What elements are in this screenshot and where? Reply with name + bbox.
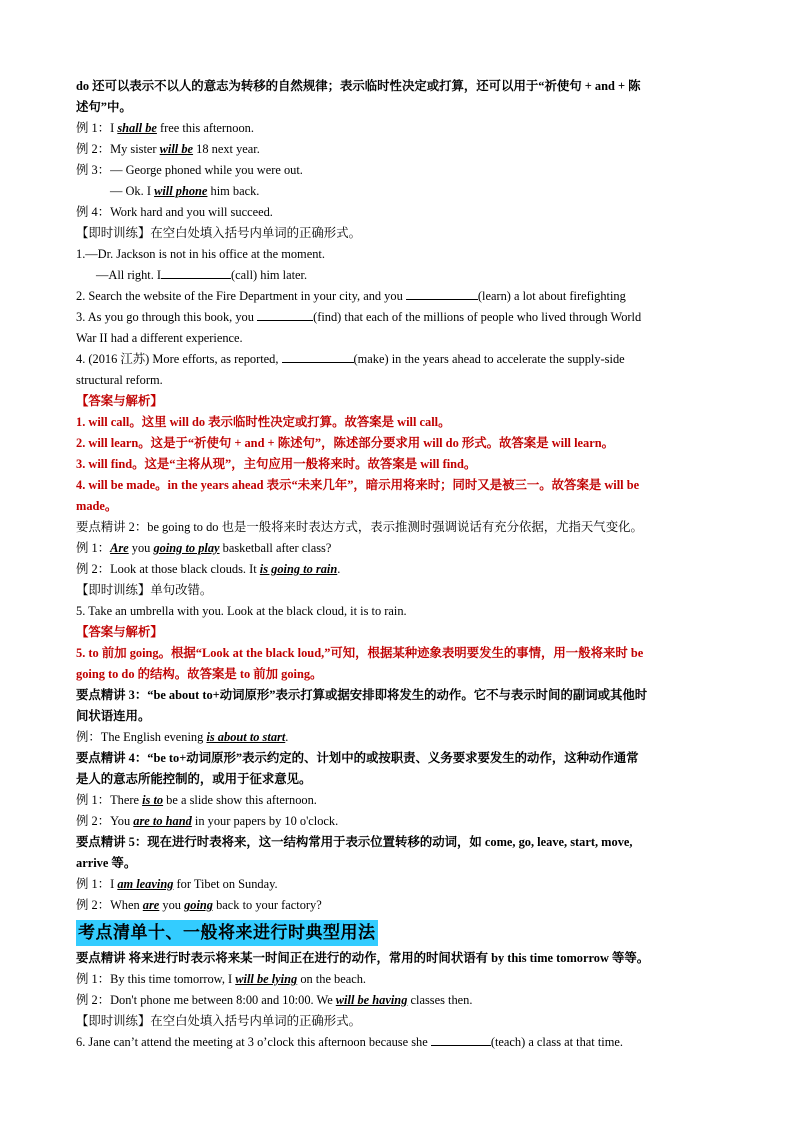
example-line: 例 1：By this time tomorrow, I will be lying on the beach. (76, 972, 367, 986)
answer-line: 1. will call。这里 will do 表示临时性决定或打算。故答案是 will call。 (76, 415, 451, 429)
emphasis: shall be (117, 121, 157, 135)
answer-blank[interactable] (257, 307, 313, 321)
practice-title: 【即时训练】在空白处填入括号内单词的正确形式。 (76, 1014, 361, 1028)
emphasis: are to hand (133, 814, 192, 828)
answer-line: 4. will be made。in the years ahead 表示“未来几年”，暗示用将来时；同时又是被三一。故答案是 will be (76, 478, 640, 492)
question-line: 1.—Dr. Jackson is not in his office at the moment. (76, 247, 325, 261)
key-point: 要点精讲 5：现在进行时表将来，这一结构常用于表示位置转移的动词，如 come, go, leave, start, move, (76, 835, 633, 849)
answer-blank[interactable] (282, 349, 354, 363)
answer-blank[interactable] (431, 1032, 491, 1046)
key-point: 是人的意志所能控制的，或用于征求意见。 (76, 772, 312, 786)
emphasis: am leaving (117, 877, 174, 891)
emphasis: will be (159, 142, 194, 156)
question-line: 2. Search the website of the Fire Department in your city, and you (learn) a lot about firefighting (76, 286, 720, 307)
question-line: 3. As you go through this book, you (find) that each of the millions of people who lived through World (76, 307, 720, 328)
example-line: 例 2：You are to hand in your papers by 10 o'clock. (76, 814, 339, 828)
emphasis: are (142, 898, 160, 912)
practice-title: 【即时训练】单句改错。 (76, 583, 213, 597)
key-point: 要点精讲 2：be going to do 也是一般将来时表达方式，表示推测时强调说话有充分依据，尤指天气变化。 (76, 520, 643, 534)
emphasis: going (184, 898, 213, 912)
emphasis: will be lying (235, 972, 298, 986)
example-line: — Ok. I will phone him back. (110, 184, 260, 198)
key-point: 要点精讲 将来进行时表示将来某一时间正在进行的动作，常用的时间状语有 by this time tomorrow 等等。 (76, 951, 650, 965)
example-line: 例 1：Are you going to play basketball after class? (76, 541, 332, 555)
emphasis: going to play (153, 541, 220, 555)
emphasis: will be having (335, 993, 408, 1007)
key-point: 要点精讲 4：“be to+动词原形”表示约定的、计划中的或按职责、义务要求要发生的动作，这种动作通常 (76, 751, 639, 765)
question-line: War II had a different experience. (76, 331, 243, 345)
question-line: 5. Take an umbrella with you. Look at the black cloud, it is to rain. (76, 604, 407, 618)
answers-title: 【答案与解析】 (76, 394, 163, 408)
question-line: structural reform. (76, 373, 163, 387)
example-line: 例 2：My sister will be 18 next year. (76, 142, 260, 156)
answer-line: going to do 的结构。故答案是 to 前加 going。 (76, 667, 323, 681)
example-line: 例 2：Don't phone me between 8:00 and 10:00. We will be having classes then. (76, 993, 473, 1007)
practice-title: 【即时训练】在空白处填入括号内单词的正确形式。 (76, 226, 361, 240)
example-line: 例 4：Work hard and you will succeed. (76, 205, 273, 219)
question-line: 4. (2016 江苏) More efforts, as reported, (make) in the years ahead to accelerate the supply-side (76, 349, 720, 370)
key-point: 要点精讲 3：“be about to+动词原形”表示打算或据安排即将发生的动作。它不与表示时间的副词或其他时 (76, 688, 648, 702)
emphasis: is about to start (206, 730, 286, 744)
example-line: 例 3：— George phoned while you were out. (76, 163, 303, 177)
intro-line: 述句”中。 (76, 100, 132, 114)
answer-line: made。 (76, 499, 118, 513)
question-line: 6. Jane can’t attend the meeting at 3 o’clock this afternoon because she (teach) a class at that time. (76, 1032, 720, 1053)
key-point: arrive 等。 (76, 856, 137, 870)
document-page (76, 76, 720, 1053)
intro-line: do 还可以表示不以人的意志为转移的自然规律；表示临时性决定或打算，还可以用于“祈使句 + and + 陈 (76, 79, 641, 93)
answer-blank[interactable] (161, 265, 231, 279)
answers-title: 【答案与解析】 (76, 625, 163, 639)
example-line: 例 1：I am leaving for Tibet on Sunday. (76, 877, 278, 891)
emphasis: is going to rain (259, 562, 338, 576)
example-line: 例：The English evening is about to start. (76, 730, 289, 744)
example-line: 例 2：Look at those black clouds. It is going to rain. (76, 562, 341, 576)
emphasis: Are (110, 541, 129, 555)
example-line: 例 1：I shall be free this afternoon. (76, 121, 254, 135)
answer-line: 3. will find。这是“主将从现”，主句应用一般将来时。故答案是 will find。 (76, 457, 477, 471)
answer-blank[interactable] (406, 286, 478, 300)
key-point: 间状语连用。 (76, 709, 151, 723)
section-heading: 考点清单十、一般将来进行时典型用法 (76, 920, 378, 946)
emphasis: will phone (154, 184, 208, 198)
emphasis: is to (142, 793, 164, 807)
example-line: 例 2：When are you going back to your factory? (76, 898, 322, 912)
answer-line: 2. will learn。这是于“祈使句 + and + 陈述句”，陈述部分要求用 will do 形式。故答案是 will learn。 (76, 436, 614, 450)
example-line: 例 1：There is to be a slide show this afternoon. (76, 793, 317, 807)
question-line: —All right. I (call) him later. (76, 265, 720, 286)
answer-line: 5. to 前加 going。根据“Look at the black loud,”可知，根据某种迹象表明要发生的事情，用一般将来时 be (76, 646, 644, 660)
